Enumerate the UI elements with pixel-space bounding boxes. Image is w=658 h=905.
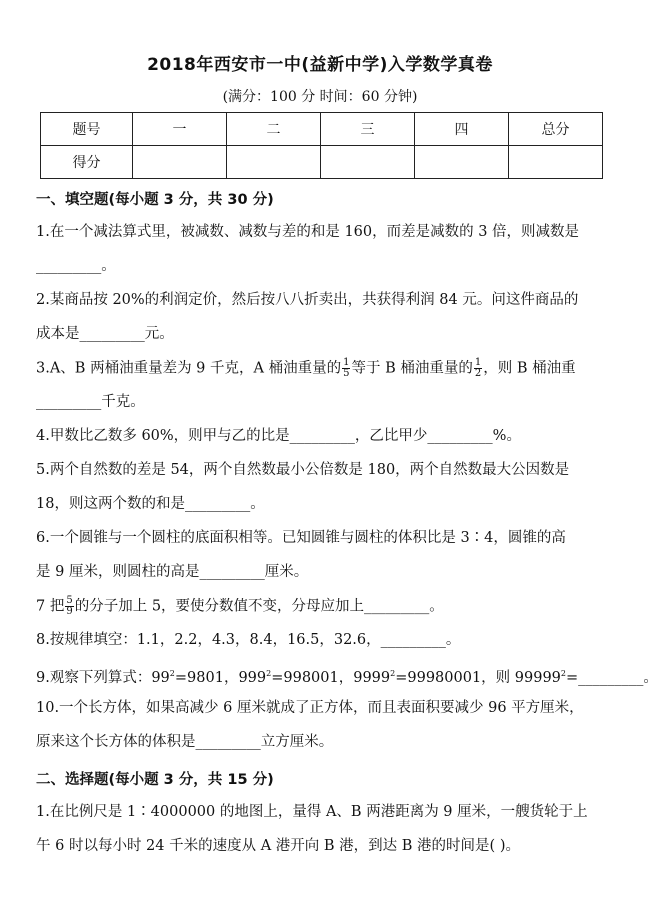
question-9-text-d: =99980001，则 99999 (395, 670, 561, 686)
question-6-line1: 6.一个圆锥与一个圆柱的底面积相等。已知圆锥与圆柱的体积比是 3∶4，圆锥的高 (36, 530, 566, 546)
question-3-line2: _________千克。 (36, 394, 145, 410)
exponent: 2 (390, 669, 396, 678)
score-table-cell: 二 (227, 113, 321, 146)
section2-heading: 二、选择题(每小题 3 分，共 15 分) (36, 772, 274, 788)
score-table-cell: 题号 (41, 113, 133, 146)
question-3-text-b: 等于 B 桶油重量的 (351, 360, 473, 377)
score-entry-cell[interactable] (133, 146, 227, 179)
question-6-line2: 是 9 厘米，则圆柱的高是_________厘米。 (36, 564, 309, 580)
question-1-line2: _________。 (36, 258, 116, 274)
question-7-text-a: 7 把 (36, 598, 65, 615)
score-table (40, 112, 603, 179)
score-entry-cell[interactable] (509, 146, 603, 179)
fraction (342, 358, 350, 379)
score-table-cell: 得分 (41, 146, 133, 179)
exponent: 2 (266, 669, 272, 678)
fraction-denominator: 9 (66, 606, 73, 617)
question-9-text-b: =9801，999 (174, 670, 267, 686)
section1-heading: 一、填空题(每小题 3 分，共 30 分) (36, 192, 274, 208)
question-7-text-b: 的分子加上 5，要使分数值不变，分母应加上_________。 (74, 598, 444, 615)
question-5-line2: 18，则这两个数的和是_________。 (36, 496, 265, 512)
score-table-cell: 总分 (509, 113, 603, 146)
fraction (65, 596, 73, 617)
question-9-text-a: 9.观察下列算式：99 (36, 670, 170, 686)
question-1-line1: 1.在一个减法算式里，被减数、减数与差的和是 160，而差是减数的 3 倍，则减数是 (36, 224, 580, 240)
fraction-numerator: 1 (343, 357, 350, 368)
choice-question-1-line1: 1.在比例尺是 1∶4000000 的地图上，量得 A、B 两港距离为 9 厘米，一艘货轮于上 (36, 804, 588, 820)
question-8: 8.按规律填空：1.1，2.2，4.3，8.4，16.5，32.6，_________。 (36, 632, 461, 648)
score-entry-cell[interactable] (321, 146, 415, 179)
exponent: 2 (560, 669, 567, 678)
fraction-denominator: 2 (474, 368, 482, 379)
question-4: 4.甲数比乙数多 60%，则甲与乙的比是_________，乙比甲少_________%。 (36, 428, 521, 444)
question-3-line1 (36, 358, 606, 379)
score-table-score-row (41, 146, 603, 179)
score-table-header-row (41, 113, 603, 146)
question-3-text-a: 3.A、B 两桶油重量差为 9 千克，A 桶油重量的 (36, 360, 342, 377)
question-10-line1: 10.一个长方体，如果高减少 6 厘米就成了正方体，而且表面积要减少 96 平方厘米， (36, 700, 584, 716)
question-10-line2: 原来这个长方体的体积是_________立方厘米。 (36, 734, 334, 750)
fraction-numerator: 1 (474, 357, 482, 368)
question-2-line1: 2.某商品按 20%的利润定价，然后按八八折卖出，共获得利润 84 元。问这件商品的 (36, 292, 579, 308)
score-table-cell: 一 (133, 113, 227, 146)
exam-subtitle: (满分：100 分 时间：60 分钟) (222, 89, 418, 105)
score-entry-cell[interactable] (415, 146, 509, 179)
choice-question-1-line2: 午 6 时以每小时 24 千米的速度从 A 港开向 B 港，到达 B 港的时间是( )。 (36, 838, 520, 854)
question-9-text-c: =998001，9999 (271, 670, 391, 686)
question-3-text-c: ，则 B 桶油重 (483, 360, 576, 377)
fraction (474, 358, 482, 379)
exam-title: 2018年西安市一中(益新中学)入学数学真卷 (147, 55, 493, 75)
question-5-line1: 5.两个自然数的差是 54，两个自然数最小公倍数是 180，两个自然数最大公因数是 (36, 462, 570, 478)
fraction-denominator: 5 (343, 368, 350, 379)
question-2-line2: 成本是_________元。 (36, 326, 174, 342)
fraction-numerator: 5 (66, 595, 73, 606)
question-9 (36, 664, 658, 688)
exponent: 2 (169, 669, 175, 678)
question-9-text-e: =_________。 (566, 670, 658, 686)
score-entry-cell[interactable] (227, 146, 321, 179)
question-7 (36, 596, 606, 617)
score-table-cell: 四 (415, 113, 509, 146)
score-table-cell: 三 (321, 113, 415, 146)
